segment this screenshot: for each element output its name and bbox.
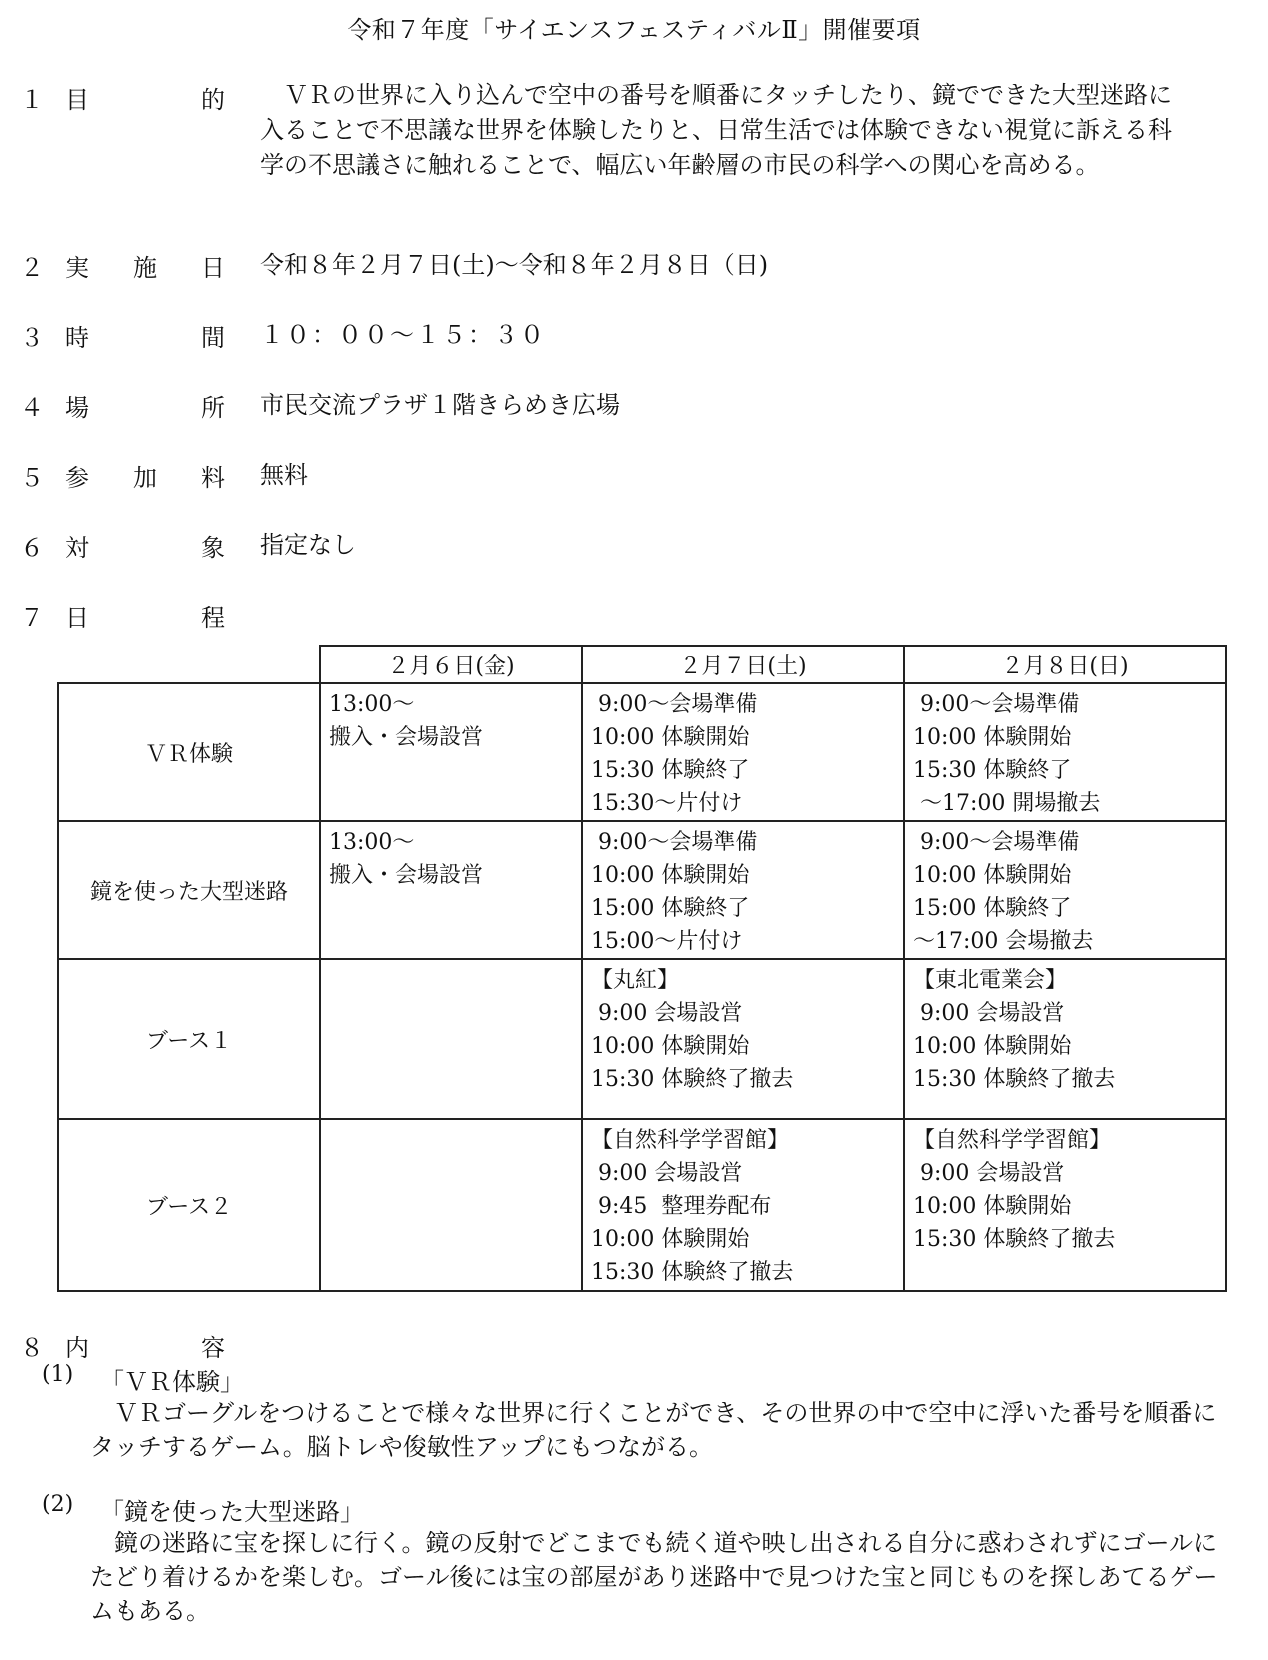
schedule-cell-line: ～17:00 開場撤去 (913, 791, 1101, 816)
section-label: 日 程 (65, 604, 225, 632)
schedule-cell-line: 9:00 会場設営 (591, 1161, 743, 1186)
document-title: 令和７年度「サイエンスフェスティバルⅡ」開催要項 (347, 16, 921, 44)
section-number: ３ (20, 324, 44, 352)
section-label: 実 施 日 (65, 254, 225, 282)
schedule-cell-line: 15:00～片付け (591, 929, 743, 954)
section-number: ８ (20, 1334, 44, 1362)
schedule-cell (320, 683, 582, 821)
section-number: ４ (20, 394, 44, 422)
schedule-cell-line: 9:00 会場設営 (913, 1161, 1065, 1186)
schedule-row-label: ブース１ (58, 959, 320, 1119)
section-value: １０：００～１５：３０ (260, 321, 546, 349)
schedule-cell-line: 9:00～会場準備 (591, 692, 758, 717)
schedule-cell-line: 搬入・会場設営 (329, 725, 484, 750)
schedule-row-label: ＶＲ体験 (58, 683, 320, 821)
schedule-cell-line: 13:00～ (329, 830, 415, 855)
schedule-cell-line: 10:00 体験開始 (913, 725, 1072, 750)
schedule-row (58, 959, 1226, 1119)
schedule-cell-line: 10:00 体験開始 (591, 863, 750, 888)
content-item-text: 鏡の迷路に宝を探しに行く。鏡の反射でどこまでも続く道や映し出される自分に惑わされずにゴールにたどり着けるかを楽しむ。ゴール後には宝の部屋があり迷路中で見つけた宝と同じものを探しあてるゲームもある。 (90, 1529, 1218, 1625)
section-label: 目 的 (65, 86, 225, 114)
schedule-cell (320, 821, 582, 959)
section-value: 令和８年２月７日(土)～令和８年２月８日（日) (260, 251, 769, 279)
schedule-cell-line: 10:00 体験開始 (913, 1034, 1072, 1059)
section-value: ＶＲの世界に入り込んで空中の番号を順番にタッチしたり、鏡でできた大型迷路に入ることで不思議な世界を体験したりと、日常生活では体験できない視覚に訴える科学の不思議さに触れることで、幅広い年齢層の市民の科学への関心を高める。 (260, 81, 1172, 179)
schedule-cell-line: 15:00 体験終了 (591, 896, 750, 921)
schedule-cell-line: 【東北電業会】 (913, 968, 1068, 993)
section-number: ５ (20, 464, 44, 492)
content-item-number: (2) (42, 1492, 74, 1517)
schedule-cell-line: 【丸紅】 (591, 968, 680, 993)
schedule-cell (904, 821, 1226, 959)
schedule-cell-line: 15:30 体験終了 (913, 758, 1072, 783)
section-label: 対 象 (65, 534, 225, 562)
schedule-cell-line: 9:00 会場設営 (913, 1001, 1065, 1026)
section-number: ７ (20, 604, 44, 632)
schedule-cell-line: 9:00～会場準備 (913, 830, 1080, 855)
schedule-cell (904, 1119, 1226, 1291)
schedule-cell-line: 15:00 体験終了 (913, 896, 1072, 921)
schedule-cell-line: 9:00 会場設営 (591, 1001, 743, 1026)
section-label: 場 所 (65, 394, 225, 422)
schedule-cell (320, 1119, 582, 1291)
schedule-cell-line: 15:30 体験終了 (591, 758, 750, 783)
content-item-number: (1) (42, 1362, 74, 1387)
schedule-cell (582, 821, 904, 959)
section-value: 指定なし (260, 531, 356, 559)
section-number: ６ (20, 534, 44, 562)
schedule-header-day1: ２月６日(金) (320, 646, 582, 683)
schedule-cell-line: 9:45 整理券配布 (591, 1194, 772, 1219)
schedule-cell-line: 10:00 体験開始 (591, 1034, 750, 1059)
schedule-cell-line: 9:00～会場準備 (913, 692, 1080, 717)
section-label: 時 間 (65, 324, 225, 352)
schedule-row-label: 鏡を使った大型迷路 (58, 821, 320, 959)
schedule-cell-line: ～17:00 会場撤去 (913, 929, 1094, 954)
schedule-cell-line: 15:30 体験終了撤去 (913, 1227, 1116, 1252)
section-value: 無料 (260, 461, 308, 489)
schedule-cell (904, 683, 1226, 821)
schedule-cell-line: 【自然科学学習館】 (913, 1128, 1112, 1153)
schedule-cell (582, 1119, 904, 1291)
schedule-table (57, 645, 1227, 1292)
section-label: 内 容 (65, 1334, 225, 1362)
schedule-cell (904, 959, 1226, 1119)
schedule-cell-line: 15:30 体験終了撤去 (591, 1260, 794, 1285)
schedule-cell-line: 10:00 体験開始 (913, 863, 1072, 888)
schedule-header-blank (58, 646, 320, 683)
schedule-cell (582, 683, 904, 821)
section-label: 参 加 料 (65, 464, 225, 492)
content-item-title: 「ＶＲ体験」 (100, 1368, 244, 1396)
section-number: ２ (20, 254, 44, 282)
schedule-row (58, 1119, 1226, 1291)
schedule-cell-line: 15:30～片付け (591, 791, 743, 816)
schedule-cell-line: 10:00 体験開始 (591, 1227, 750, 1252)
schedule-row (58, 683, 1226, 821)
schedule-cell (320, 959, 582, 1119)
section-number: １ (20, 86, 44, 114)
schedule-header-row (58, 646, 1226, 683)
schedule-cell-line: 10:00 体験開始 (591, 725, 750, 750)
schedule-cell (582, 959, 904, 1119)
schedule-cell-line: 10:00 体験開始 (913, 1194, 1072, 1219)
schedule-cell-line: 13:00～ (329, 692, 415, 717)
content-item-text: ＶＲゴーグルをつけることで様々な世界に行くことができ、その世界の中で空中に浮いた番号を順番にタッチするゲーム。脳トレや俊敏性アップにもつながる。 (90, 1399, 1217, 1461)
schedule-row-label: ブース２ (58, 1119, 320, 1291)
content-item-title: 「鏡を使った大型迷路」 (100, 1498, 364, 1526)
section-value: 市民交流プラザ１階きらめき広場 (260, 391, 620, 419)
schedule-cell-line: 9:00～会場準備 (591, 830, 758, 855)
schedule-cell-line: 15:30 体験終了撤去 (591, 1067, 794, 1092)
schedule-cell-line: 15:30 体験終了撤去 (913, 1067, 1116, 1092)
schedule-cell-line: 【自然科学学習館】 (591, 1128, 790, 1153)
schedule-header-day2: ２月７日(土) (582, 646, 904, 683)
schedule-cell-line: 搬入・会場設営 (329, 863, 484, 888)
schedule-row (58, 821, 1226, 959)
schedule-header-day3: ２月８日(日) (904, 646, 1226, 683)
